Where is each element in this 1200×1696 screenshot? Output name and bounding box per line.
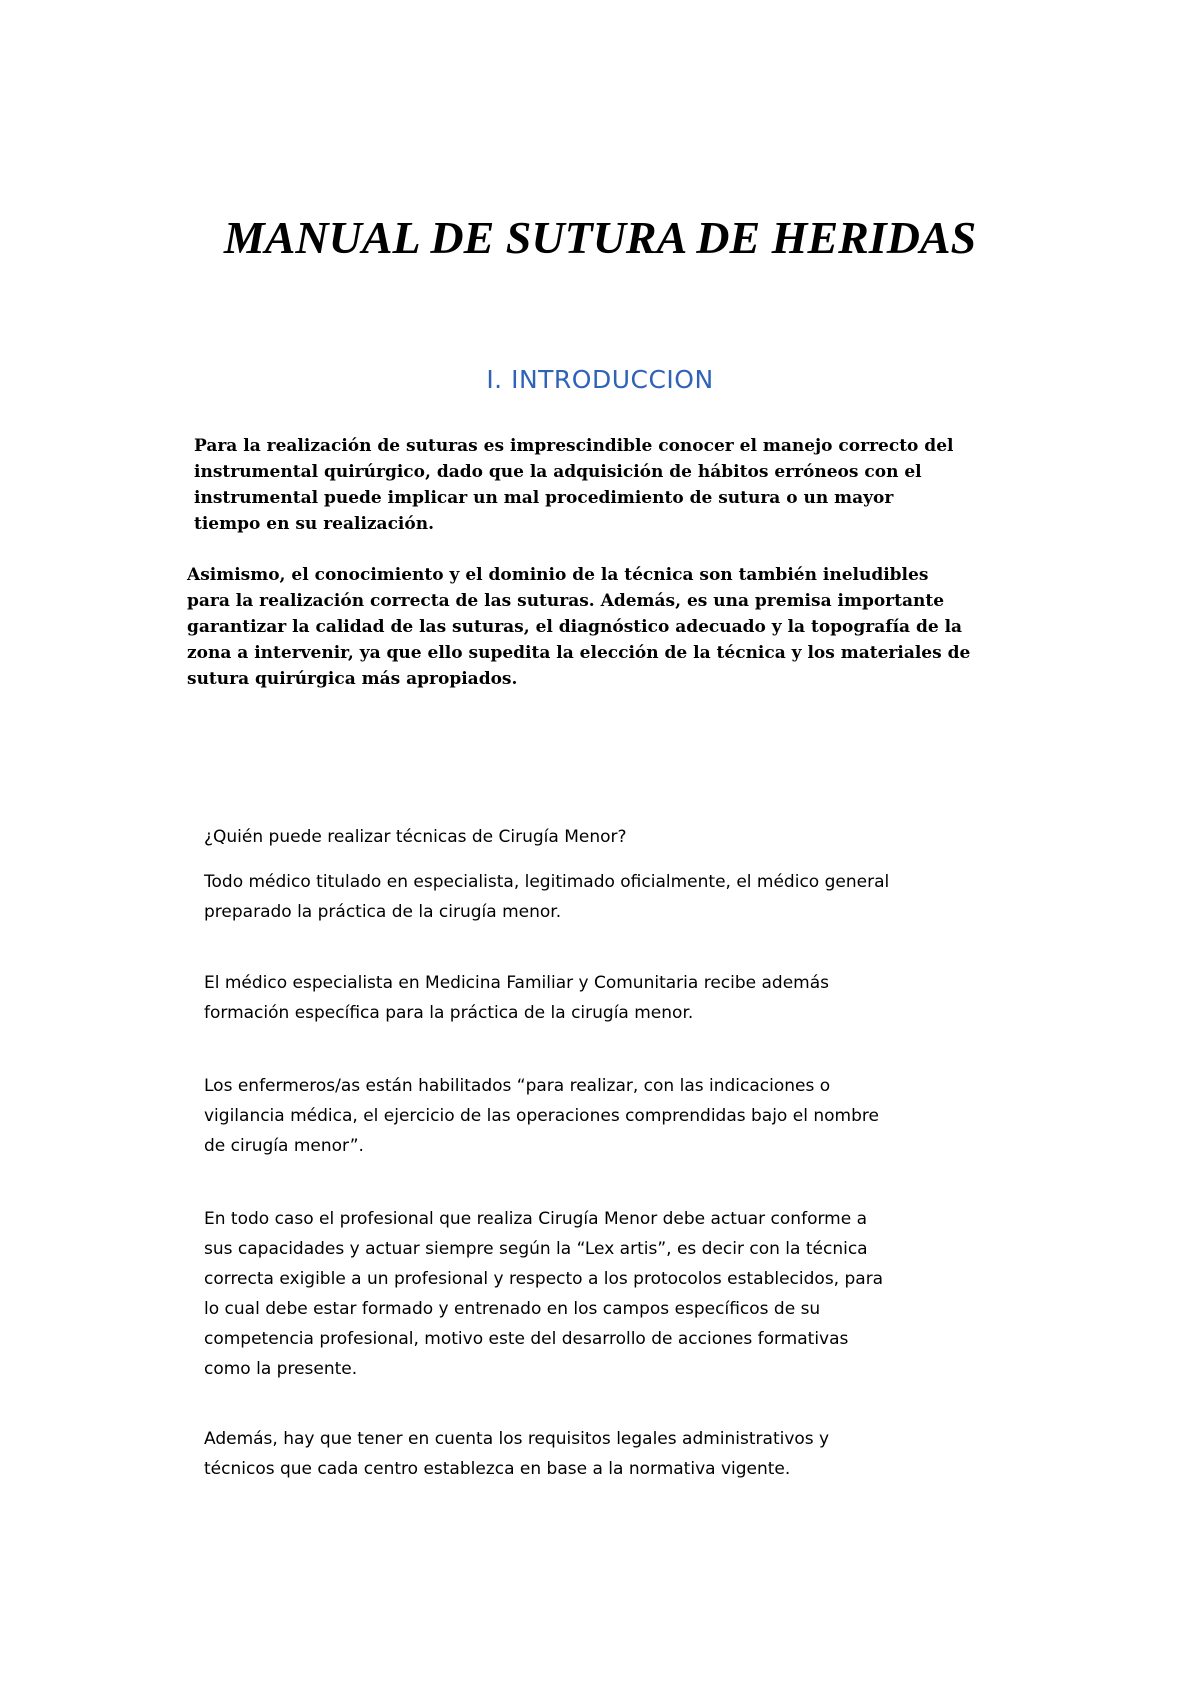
paragraph-line: preparado la práctica de la cirugía menor. [204, 902, 562, 922]
body-paragraph [204, 867, 889, 927]
paragraph-line: tiempo en su realización. [194, 514, 435, 534]
paragraph-line: técnicos que cada centro establezca en base a la normativa vigente. [204, 1459, 791, 1479]
body-paragraph [204, 1424, 829, 1484]
paragraph-line: Todo médico titulado en especialista, legitimado oficialmente, el médico general [204, 872, 890, 892]
paragraph-line: ¿Quién puede realizar técnicas de Cirugía Menor? [204, 827, 627, 847]
paragraph-line: Además, hay que tener en cuenta los requisitos legales administrativos y [204, 1429, 830, 1449]
paragraph-line: sus capacidades y actuar siempre según la “Lex artis”, es decir con la técnica [204, 1239, 868, 1259]
document-title: MANUAL DE SUTURA DE HERIDAS [223, 212, 977, 263]
paragraph-line: vigilancia médica, el ejercicio de las operaciones comprendidas bajo el nombre [204, 1106, 879, 1126]
paragraph-line: instrumental quirúrgico, dado que la adquisición de hábitos erróneos con el [194, 462, 922, 482]
paragraph-line: formación específica para la práctica de la cirugía menor. [204, 1003, 694, 1023]
intro-paragraph [194, 433, 953, 537]
intro-paragraph [187, 562, 970, 692]
paragraph-line: Para la realización de suturas es imprescindible conocer el manejo correcto del [194, 436, 954, 456]
body-paragraph [204, 968, 829, 1028]
paragraph-line: de cirugía menor”. [204, 1136, 364, 1156]
paragraph-line: correcta exigible a un profesional y respecto a los protocolos establecidos, para [204, 1269, 884, 1289]
paragraph-line: garantizar la calidad de las suturas, el diagnóstico adecuado y la topografía de la [187, 617, 963, 637]
section-heading-introduccion: I. INTRODUCCION [486, 365, 714, 394]
body-paragraph [204, 1071, 879, 1161]
paragraph-line: lo cual debe estar formado y entrenado en los campos específicos de su [204, 1299, 821, 1319]
paragraph-line: competencia profesional, motivo este del desarrollo de acciones formativas [204, 1329, 849, 1349]
paragraph-line: En todo caso el profesional que realiza Cirugía Menor debe actuar conforme a [204, 1209, 867, 1229]
body-paragraph [204, 1204, 883, 1384]
paragraph-line: para la realización correcta de las suturas. Además, es una premisa importante [187, 591, 945, 611]
paragraph-line: Los enfermeros/as están habilitados “para realizar, con las indicaciones o [204, 1076, 831, 1096]
paragraph-line: sutura quirúrgica más apropiados. [187, 669, 518, 689]
paragraph-line: zona a intervenir, ya que ello supedita la elección de la técnica y los materiales de [187, 643, 971, 663]
paragraph-line: instrumental puede implicar un mal procedimiento de sutura o un mayor [194, 488, 894, 508]
paragraph-line: El médico especialista en Medicina Familiar y Comunitaria recibe además [204, 973, 829, 993]
paragraph-line: Asimismo, el conocimiento y el dominio de la técnica son también ineludibles [187, 565, 929, 585]
paragraph-line: como la presente. [204, 1359, 358, 1379]
question-paragraph [204, 822, 627, 852]
